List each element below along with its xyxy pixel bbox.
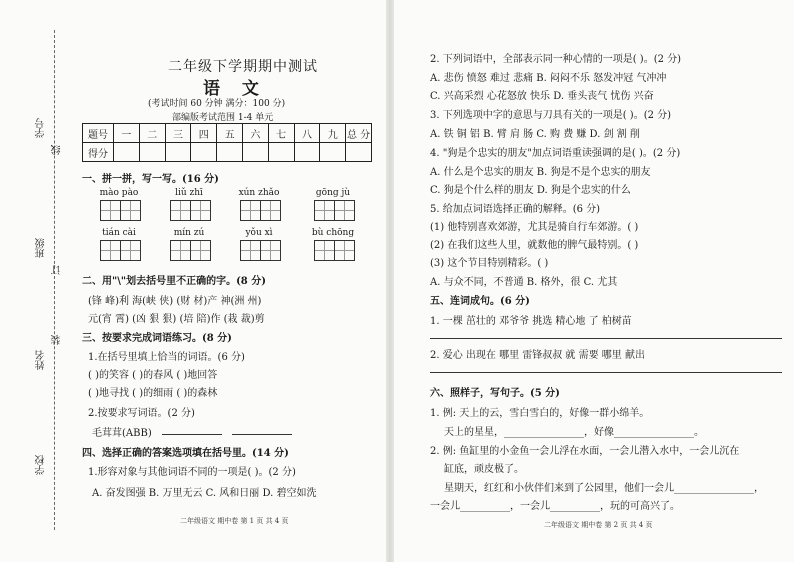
section-2-heading: 二、用"\"划去括号里不正确的字。(8 分) bbox=[82, 276, 266, 287]
section-1-heading: 一、拼一拼，写一写。(16 分) bbox=[82, 174, 219, 185]
binding-line bbox=[54, 30, 55, 530]
score-cell: 总 分 bbox=[346, 124, 372, 143]
score-input-cell[interactable] bbox=[139, 143, 165, 162]
gutter-zhuang: 装 bbox=[52, 335, 63, 345]
answer-line[interactable] bbox=[430, 338, 782, 339]
score-input-cell[interactable] bbox=[268, 143, 294, 162]
section-5-heading: 五、连词成句。(6 分) bbox=[430, 296, 530, 307]
score-cell: 四 bbox=[191, 124, 217, 143]
score-input-cell[interactable] bbox=[114, 143, 140, 162]
score-row-label: 得分 bbox=[83, 143, 114, 162]
q5-options: A. 与众不同，不普通 B. 格外，很 C. 尤其 bbox=[430, 277, 618, 288]
answer-line[interactable] bbox=[162, 434, 222, 435]
score-cell: 八 bbox=[294, 124, 320, 143]
section-6-heading: 六、照样子，写句子。(5 分) bbox=[430, 388, 560, 399]
pinyin-label: gōng jù bbox=[315, 188, 351, 198]
score-table-header-row bbox=[83, 124, 372, 143]
section-3-abb-prompt: 毛茸茸(ABB) bbox=[92, 428, 152, 439]
score-input-cell[interactable] bbox=[294, 143, 320, 162]
character-writing-box[interactable] bbox=[100, 200, 141, 221]
answer-line[interactable] bbox=[232, 434, 292, 435]
q5-item-1: (1) 他特别喜欢郊游，尤其是骑自行车郊游。( ) bbox=[430, 222, 639, 233]
answer-line[interactable] bbox=[430, 372, 782, 373]
pinyin-label: yǒu xì bbox=[245, 228, 273, 238]
right-page bbox=[394, 0, 794, 562]
section-6-example-2-cont: 缸底，顽皮极了。 bbox=[444, 464, 524, 475]
exam-scope: 部编版考试范围 1-4 单元 bbox=[172, 113, 274, 123]
gutter-class: 班级 bbox=[36, 238, 47, 258]
gutter-school: 学校 bbox=[36, 455, 47, 475]
score-cell: 六 bbox=[242, 124, 268, 143]
character-writing-box[interactable] bbox=[240, 200, 281, 221]
score-cell: 七 bbox=[268, 124, 294, 143]
score-input-cell[interactable] bbox=[217, 143, 243, 162]
section-6-blank-1: 天上的星星，________________，好像________________。 bbox=[444, 427, 704, 438]
score-cell: 三 bbox=[165, 124, 191, 143]
character-writing-box[interactable] bbox=[314, 200, 355, 221]
section-3-question-1: 1.在括号里填上恰当的词语。(6 分) bbox=[88, 352, 245, 363]
pinyin-label: liǔ zhī bbox=[175, 188, 203, 198]
q2-text: 2. 下列词语中，全部表示同一种心情的一项是( )。(2 分) bbox=[430, 54, 682, 65]
section-5-item-2: 2. 爱心 出现在 哪里 雷锋叔叔 就 需要 哪里 献出 bbox=[430, 350, 645, 361]
score-input-cell[interactable] bbox=[346, 143, 372, 162]
pinyin-label: xún zhǎo bbox=[238, 188, 280, 198]
score-cell: 题号 bbox=[83, 124, 114, 143]
score-input-cell[interactable] bbox=[320, 143, 346, 162]
score-input-cell[interactable] bbox=[191, 143, 217, 162]
pinyin-label: bù chōng bbox=[311, 228, 355, 238]
q4-text: 4. "狗是个忠实的朋友"加点词语重读强调的是( )。(2 分) bbox=[430, 148, 681, 159]
q2-options-a: A. 悲伤 愤怒 难过 悲痛 B. 闷闷不乐 怒发冲冠 气冲冲 bbox=[430, 73, 667, 84]
gutter-xian: 线 bbox=[52, 145, 63, 155]
q5-item-3: (3) 这个节目特别精彩。( ) bbox=[430, 258, 549, 269]
q2-options-b: C. 兴高采烈 心花怒放 快乐 D. 垂头丧气 忧伤 兴奋 bbox=[430, 91, 654, 102]
section-3-blanks-a: ( )的笑容 ( )的春风 ( )地回答 bbox=[88, 370, 218, 381]
exam-title: 二年级下学期期中测试 bbox=[168, 59, 318, 75]
page-footer: 二年级语文 期中卷 第 2 页 共 4 页 bbox=[544, 521, 653, 529]
score-cell: 二 bbox=[139, 124, 165, 143]
score-table bbox=[82, 123, 372, 162]
gutter-student-number: 学号 bbox=[36, 118, 47, 138]
q5-text: 5. 给加点词语选择正确的解释。(6 分) bbox=[430, 204, 601, 215]
score-cell: 五 bbox=[217, 124, 243, 143]
section-4-question-1: 1.形容对象与其他词语不同的一项是( )。(2 分) bbox=[88, 467, 296, 478]
q3-options: A. 铁 铜 铝 B. 臂 肩 肠 C. 购 费 赚 D. 剑 割 削 bbox=[430, 129, 640, 140]
q4-options-a: A. 什么是个忠实的朋友 B. 狗是不是个忠实的朋友 bbox=[430, 167, 651, 178]
score-input-cell[interactable] bbox=[165, 143, 191, 162]
character-writing-box[interactable] bbox=[170, 200, 211, 221]
section-4-heading: 四、选择正确的答案选项填在括号里。(14 分) bbox=[82, 448, 289, 459]
section-2-line-1: (锋 峰)利 海(峡 侠) (财 材)产 神(洲 州) bbox=[88, 296, 262, 307]
section-3-blanks-b: ( )地寻找 ( )的细雨 ( )的森林 bbox=[88, 388, 218, 399]
section-6-example-2: 2. 例: 鱼缸里的小金鱼一会儿浮在水面，一会儿潜入水中，一会儿沉在 bbox=[430, 446, 740, 457]
section-6-blank-2a: 星期天，红红和小伙伴们来到了公园里，他们一会儿________________， bbox=[444, 483, 764, 494]
score-input-cell[interactable] bbox=[242, 143, 268, 162]
score-cell: 九 bbox=[320, 124, 346, 143]
character-writing-box[interactable] bbox=[314, 240, 355, 261]
section-4-question-1-options: A. 奋发图强 B. 万里无云 C. 风和日丽 D. 碧空如洗 bbox=[92, 488, 317, 499]
section-3-heading: 三、按要求完成词语练习。(8 分) bbox=[82, 333, 232, 344]
score-table-score-row bbox=[83, 143, 372, 162]
section-5-item-1: 1. 一棵 茁壮的 邓爷爷 挑选 精心地 了 柏树苗 bbox=[430, 316, 632, 327]
pinyin-label: tián cài bbox=[102, 228, 136, 238]
character-writing-box[interactable] bbox=[100, 240, 141, 261]
character-writing-box[interactable] bbox=[240, 240, 281, 261]
gutter-ding: 订 bbox=[52, 265, 63, 275]
q5-item-2: (2) 在我们这些人里，就数他的脾气最特别。( ) bbox=[430, 240, 639, 251]
score-cell: 一 bbox=[114, 124, 140, 143]
page-fold bbox=[386, 0, 394, 562]
q3-text: 3. 下列选项中字的意思与刀具有关的一项是( )。(2 分) bbox=[430, 110, 672, 121]
left-page bbox=[0, 0, 388, 562]
subject-title: 语 文 bbox=[203, 79, 267, 99]
pinyin-label: mín zú bbox=[173, 228, 205, 238]
section-2-line-2: 元(宵 霄) (凶 狠 狠) (培 陪)作 (栽 裁)剪 bbox=[88, 314, 265, 325]
section-6-blank-2b: 一会儿__________，一会儿__________，玩的可高兴了。 bbox=[430, 501, 680, 512]
exam-info: (考试时间 60 分钟 满分：100 分) bbox=[148, 99, 286, 109]
section-6-example-1: 1. 例: 天上的云，雪白雪白的，好像一群小绵羊。 bbox=[430, 408, 650, 419]
gutter-name: 姓名 bbox=[36, 350, 47, 370]
page-footer: 二年级语文 期中卷 第 1 页 共 4 页 bbox=[180, 517, 289, 525]
q4-options-b: C. 狗是个什么样的朋友 D. 狗是个忠实的什么 bbox=[430, 185, 631, 196]
character-writing-box[interactable] bbox=[170, 240, 211, 261]
pinyin-label: mào pào bbox=[99, 188, 139, 198]
section-3-question-2: 2.按要求写词语。(2 分) bbox=[88, 408, 195, 419]
